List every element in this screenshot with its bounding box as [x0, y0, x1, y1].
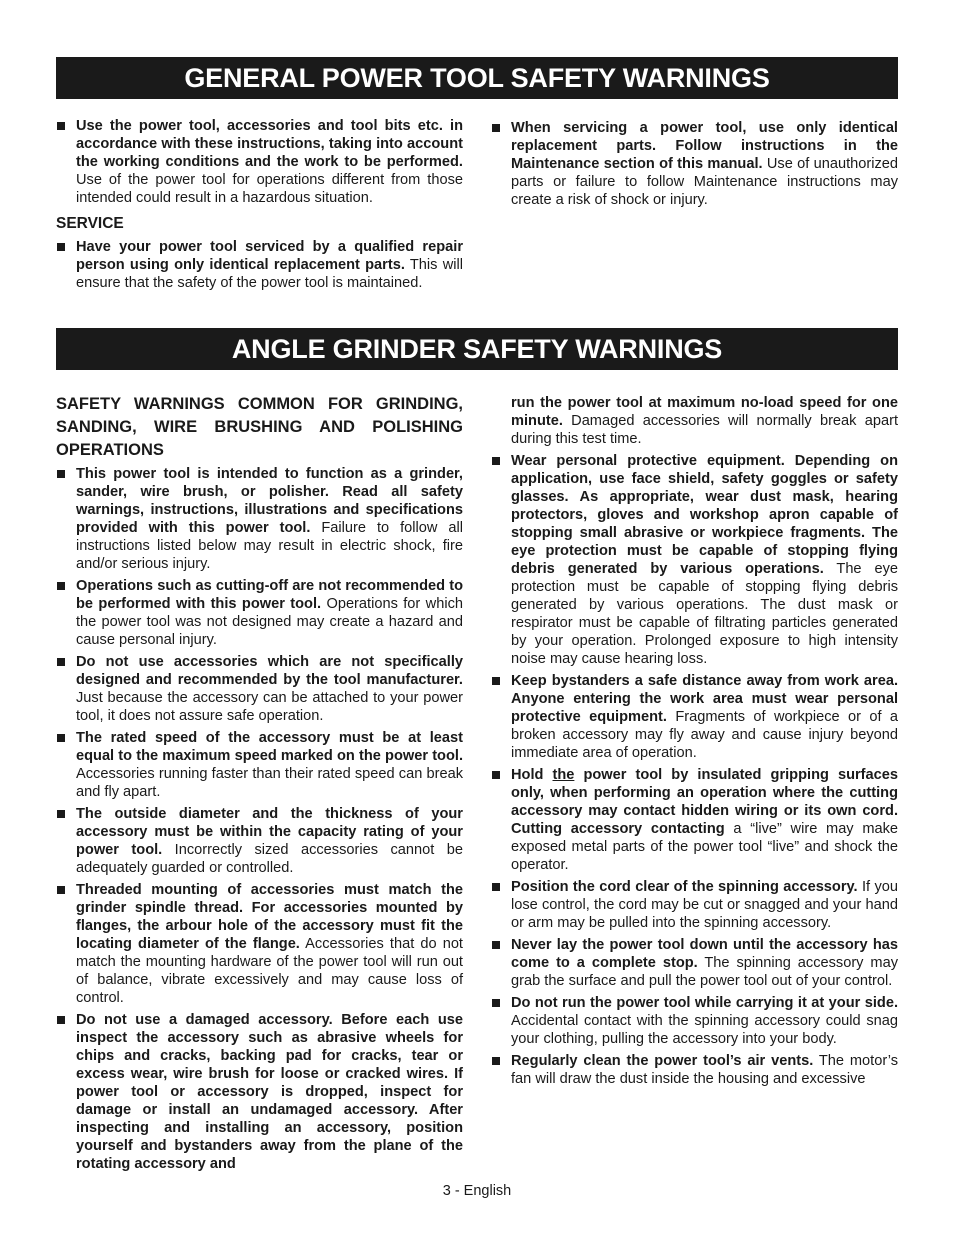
item-underline-text: the — [552, 767, 575, 783]
list-item — [56, 653, 463, 725]
grinder-right-column — [491, 394, 898, 1092]
list-item — [491, 1052, 898, 1088]
list-item — [56, 238, 463, 292]
common-warnings-heading: SAFETY WARNINGS COMMON FOR GRINDING, SANDING, WIRE BRUSHING AND POLISHING OPERATIONS — [56, 395, 463, 459]
item-bold-text: Wear personal protective equipment. Depending on application, use face shield, safety goggles or safety glasses. As appropriate, wear dust mask, hearing protectors, gloves and workshop apron capable of stopping small abrasive or workpiece fragments. The eye protection must be capable of stopping flying debris generated by various operations. — [511, 453, 898, 577]
item-bold-text: power tool by insulated gripping surfaces only, when performing an operation where the cutting accessory may contact hidden wiring or its own cord. Cutting accessory contacting — [511, 767, 898, 837]
general-right-column — [491, 119, 898, 213]
square-bullet-icon — [57, 734, 65, 742]
item-bold-text: When servicing a power tool, use only identical replacement parts. Follow instructions in the Maintenance section of this manual. — [511, 120, 898, 172]
item-bold-text: The rated speed of the accessory must be at least equal to the maximum speed marked on the power tool. — [76, 730, 463, 764]
item-text: Damaged accessories will normally break apart during this test time. — [511, 413, 898, 447]
item-text: Just because the accessory can be attached to your power tool, it does not assure safe operation. — [76, 690, 463, 724]
list-item — [491, 878, 898, 932]
item-text: Failure to follow all instructions listed below may result in electric shock, fire and/or serious injury. — [76, 520, 463, 572]
square-bullet-icon — [492, 999, 500, 1007]
item-bold-text: run the power tool at maximum no-load speed for one minute. — [511, 395, 898, 429]
list-item — [491, 672, 898, 762]
square-bullet-icon — [492, 124, 500, 132]
item-text: The motor’s fan will draw the dust inside the housing and excessive — [511, 1053, 898, 1087]
square-bullet-icon — [57, 658, 65, 666]
square-bullet-icon — [57, 122, 65, 130]
item-text: Use of unauthorized parts or failure to follow Maintenance instructions may create a risk of shock or injury. — [511, 156, 898, 208]
item-text: Accessories that do not match the mounting hardware of the power tool will run out of balance, vibrate excessively and may cause loss of control. — [76, 936, 463, 1006]
list-item — [491, 119, 898, 209]
list-item — [491, 766, 898, 874]
item-text: The eye protection must be capable of stopping flying debris generated by various operations. The dust mask or respirator must be capable of filtrating particles generated by your operation. Prolonged exposure to high intensity noise may cause hearing loss. — [511, 561, 898, 667]
item-bold-text: Operations such as cutting-off are not recommended to be performed with this power tool. — [76, 578, 463, 612]
square-bullet-icon — [57, 470, 65, 478]
item-bold-text: The outside diameter and the thickness of your accessory must be within the capacity rating of your power tool. — [76, 806, 463, 858]
item-bold-text: Do not use a damaged accessory. Before each use inspect the accessory such as abrasive wheels for chips and cracks, backing pad for cracks, tear or excess wear, wire brush for loose or cracked wires. If power tool or accessory is dropped, inspect for damage or install an undamaged accessory. After inspecting and installing an accessory, position yourself and bystanders away from the plane of the rotating accessory and — [76, 1012, 463, 1172]
continued-item — [511, 394, 898, 448]
item-text: If you lose control, the cord may be cut or snagged and your hand or arm may be pulled into the spinning accessory. — [511, 879, 898, 931]
item-bold-text: Regularly clean the power tool’s air vents. — [511, 1053, 814, 1069]
square-bullet-icon — [57, 1016, 65, 1024]
item-text: Operations for which the power tool was not designed may create a hazard and cause personal injury. — [76, 596, 463, 648]
item-text: This will ensure that the safety of the power tool is maintained. — [76, 257, 463, 291]
item-text: Accidental contact with the spinning accessory could snag your clothing, pulling the accessory into your body. — [511, 1013, 898, 1047]
angle-grinder-title: ANGLE GRINDER SAFETY WARNINGS — [231, 334, 723, 364]
item-bold-text: Keep bystanders a safe distance away from work area. Anyone entering the work area must wear personal protective equipment. — [511, 673, 898, 725]
page-footer: 3 - English — [442, 1183, 512, 1199]
list-item — [491, 936, 898, 990]
item-bold-text: Threaded mounting of accessories must match the grinder spindle thread. For accessories mounted by flanges, the arbour hole of the accessory must fit the locating diameter of the flange. — [76, 882, 463, 952]
list-item — [56, 881, 463, 1007]
item-text: Incorrectly sized accessories cannot be adequately guarded or controlled. — [76, 842, 463, 876]
square-bullet-icon — [492, 941, 500, 949]
item-text: The spinning accessory may grab the surface and pull the power tool out of your control. — [511, 955, 898, 989]
item-text: Accessories running faster than their rated speed can break and fly apart. — [76, 766, 463, 800]
square-bullet-icon — [57, 582, 65, 590]
list-item — [56, 117, 463, 207]
item-bold-text: Do not run the power tool while carrying it at your side. — [511, 995, 898, 1011]
square-bullet-icon — [57, 810, 65, 818]
item-bold-text: Do not use accessories which are not specifically designed and recommended by the tool manufacturer. — [76, 654, 463, 688]
grinder-left-list — [56, 465, 463, 1173]
square-bullet-icon — [57, 243, 65, 251]
angle-grinder-banner — [56, 328, 898, 370]
item-bold-text: Use the power tool, accessories and tool bits etc. in accordance with these instructions, taking into account the working conditions and the work to be performed. — [76, 118, 463, 170]
list-item — [56, 729, 463, 801]
list-item — [56, 465, 463, 573]
list-item — [56, 805, 463, 877]
square-bullet-icon — [57, 886, 65, 894]
item-bold-text: This power tool is intended to function as a grinder, sander, wire brush, or polisher. Read all safety warnings, instructions, illustrations and specifications provided with this power tool. — [76, 466, 463, 536]
item-text: Use of the power tool for operations different from those intended could result in a hazardous situation. — [76, 172, 463, 206]
item-bold-text: Position the cord clear of the spinning accessory. — [511, 879, 858, 895]
square-bullet-icon — [492, 771, 500, 779]
grinder-left-column — [56, 393, 463, 1177]
item-bold-text: Hold — [511, 767, 553, 783]
item-text: Fragments of workpiece or of a broken accessory may fly away and cause injury beyond immediate area of operation. — [511, 709, 898, 761]
grinder-right-list — [491, 452, 898, 1088]
square-bullet-icon — [492, 1057, 500, 1065]
item-bold-text: Never lay the power tool down until the accessory has come to a complete stop. — [511, 937, 898, 971]
general-safety-title: GENERAL POWER TOOL SAFETY WARNINGS — [184, 63, 770, 93]
list-item — [491, 452, 898, 668]
general-safety-banner — [56, 57, 898, 99]
list-item — [56, 577, 463, 649]
item-text: a “live” wire may make exposed metal parts of the power tool “live” and shock the operator. — [511, 821, 899, 873]
square-bullet-icon — [492, 883, 500, 891]
list-item — [56, 1011, 463, 1173]
item-bold-text: Have your power tool serviced by a qualified repair person using only identical replacement parts. — [76, 239, 463, 273]
square-bullet-icon — [492, 677, 500, 685]
service-heading: SERVICE — [56, 215, 124, 232]
general-left-column — [56, 117, 463, 296]
list-item — [491, 994, 898, 1048]
square-bullet-icon — [492, 457, 500, 465]
